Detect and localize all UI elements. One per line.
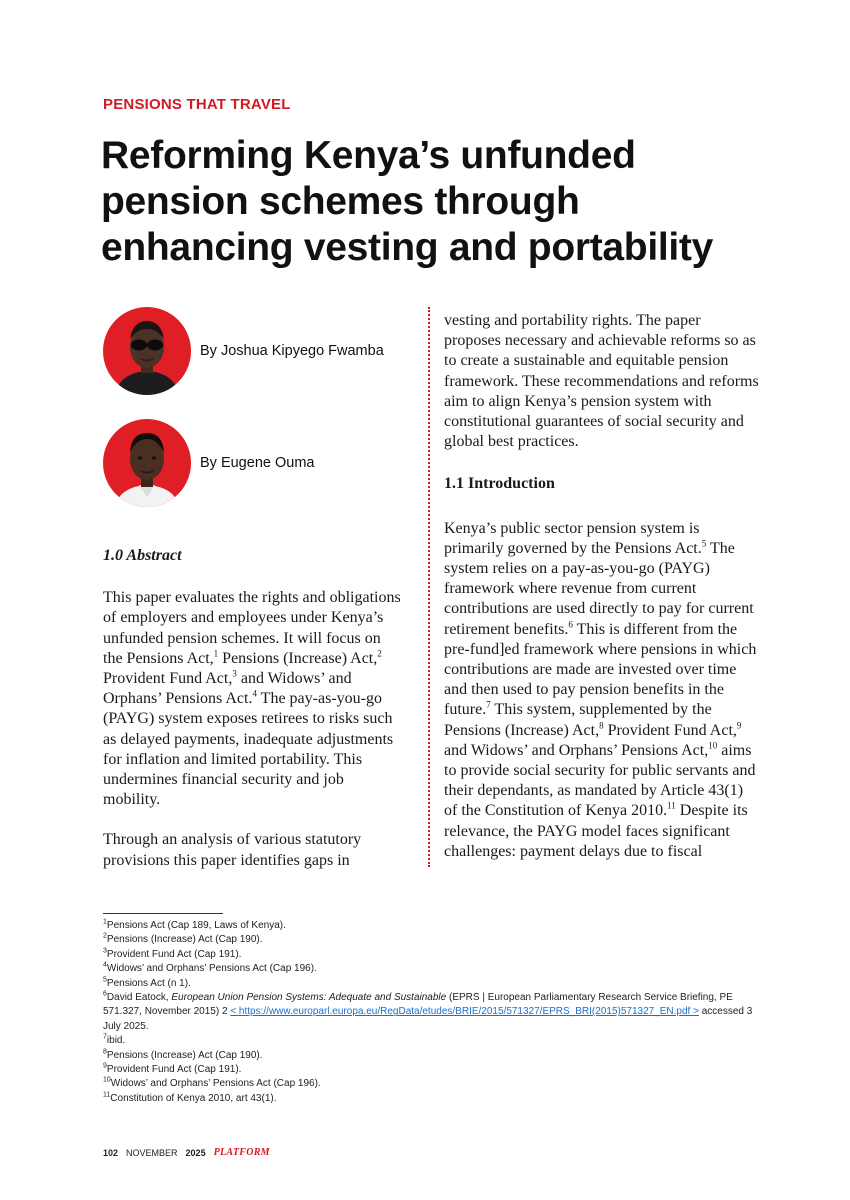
author-photo-1 (103, 307, 191, 395)
footnote-rule (103, 913, 223, 914)
footnote-5: $^5$Pensions Act (n 1). (103, 976, 191, 989)
footnote-6: $^6$David Eatock, European Union Pension Systems: Adequate and Sustainable (EPRS | European Parliamentary Research Service Briefing, PE 571.327, November 2015) 2 < https://www.europarl.europa.eu/RegData/etudes/BRIE/2015/571327/EPRS_BRI(2015)571327_EN.pdf > accessed 3 July 2025. (103, 990, 753, 1032)
footnote-2: $^2$Pensions (Increase) Act (Cap 190). (103, 933, 263, 946)
person-icon (103, 307, 191, 395)
introduction-heading: 1.1 Introduction (444, 475, 555, 493)
page-footer (103, 1147, 270, 1158)
column-divider (428, 307, 430, 867)
footer-year: 2025 (185, 1147, 206, 1158)
left-column (103, 546, 403, 871)
footnote-6-link[interactable]: < https://www.europarl.europa.eu/RegData/etudes/BRIE/2015/571327/EPRS_BRI(2015)571327_EN.pdf > (230, 1006, 699, 1018)
footnotes (103, 919, 753, 1106)
footnote-1: $^1$Pensions Act (Cap 189, Laws of Kenya). (103, 918, 286, 931)
page-number: 102 (103, 1147, 119, 1158)
abstract-paragraph-2: Through an analysis of various statutory provisions this paper identifies gaps in (103, 831, 362, 869)
right-column (444, 311, 759, 862)
introduction-paragraph: Kenya’s public sector pension system is primarily governed by the Pensions Act.$^5$ The system relies on a pay-as-you-go (PAYG) framework where revenue from current contributions are used directly to pay for current retirement benefits.$^6$ This is different from the pre-fund]ed framework where pensions in which contributions are made are invested over time and then used to pay pension benefits in the future.$^7$ This system, supplemented by the Pensions (Increase) Act,$^8$ Provident Fund Act,$^9$ and Widows’ and Orphans’ Pensions Act,$^{10}$ aims to provide social security for public servants and their dependants, as mandated by Article 43(1) of the Constitution of Kenya 2010.11 Despite its relevance, the PAYG model faces significant challenges: payment delays due to fiscal (444, 519, 757, 860)
abstract-paragraph-3: vesting and portability rights. The paper proposes necessary and achievable reforms so as to create a sustainable and equitable pension framework. These recommendations and reforms aim to align Kenya’s pension system with constitutional guarantees of social security and global best practices. (444, 312, 759, 451)
article-title: Reforming Kenya’s unfunded pension schemes through enhancing vesting and portability (101, 134, 714, 269)
author-name-2: By Eugene Ouma (200, 455, 315, 471)
footnote-10: $^{10}$Widows’ and Orphans’ Pensions Act (Cap 196). (103, 1077, 321, 1090)
footnote-3: $^3$Provident Fund Act (Cap 191). (103, 947, 242, 960)
footnote-11: $^{11}$Constitution of Kenya 2010, art 43(1). (103, 1091, 277, 1104)
section-kicker: PENSIONS THAT TRAVEL (103, 96, 291, 113)
person-icon (103, 419, 191, 507)
footnote-9: $^9$Provident Fund Act (Cap 191). (103, 1062, 242, 1076)
author-photo-2 (103, 419, 191, 507)
author-name-1: By Joshua Kipyego Fwamba (200, 343, 384, 359)
footnote-7: $^7$ibid. (103, 1033, 126, 1047)
author-block-2 (103, 419, 413, 509)
abstract-heading: 1.0 Abstract (103, 547, 182, 564)
brand-logo: PLATFORM (213, 1147, 270, 1158)
footnote-8: $^8$Pensions (Increase) Act (Cap 190). (103, 1048, 263, 1061)
footer-month: NOVEMBER (126, 1147, 178, 1158)
footnote-4: $^4$Widows’ and Orphans’ Pensions Act (Cap 196). (103, 961, 317, 975)
abstract-paragraph-1: This paper evaluates the rights and obligations of employers and employees under Kenya’s unfunded pension schemes. It will focus on the Pensions Act,$^1$ Pensions (Increase) Act,$^2$ Provident Fund Act,$^3$ and Widows’ and Orphans’ Pensions Act.$^4$ The pay-as-you-go (PAYG) system exposes retirees to risks such as delayed payments, inadequate adjustments for inflation and limited portability. This undermines financial security and job mobility. (103, 589, 401, 809)
author-block-1 (103, 307, 413, 397)
